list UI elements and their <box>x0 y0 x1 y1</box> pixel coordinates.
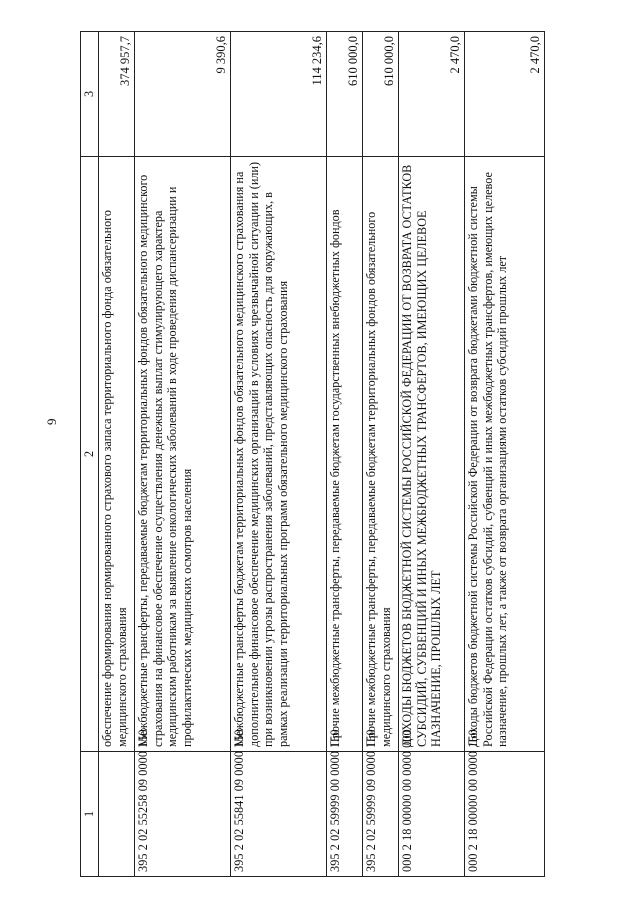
table-row <box>398 32 464 877</box>
row-code <box>98 752 134 877</box>
table-row <box>98 32 134 877</box>
row-amount: 2 470,0 <box>398 32 464 157</box>
row-amount: 9 390,6 <box>134 32 230 157</box>
table-header-row <box>81 32 99 877</box>
row-amount: 610 000,0 <box>362 32 398 157</box>
table-row <box>134 32 230 877</box>
column-header-code: 1 <box>81 752 99 877</box>
column-header-name: 2 <box>81 157 99 752</box>
table-row <box>326 32 362 877</box>
row-name: Межбюджетные трансферты бюджетам территориальных фондов обязательного медицинского страхования на дополнительное финансовое обеспечение медицинских организаций в условиях чрезвычайной ситуации и (или) при возникновении угрозы распространения заболеваний, представляющих опасность для окружающих, в рамках реализации территориальных программ обязательного медицинского страхования <box>230 157 326 752</box>
row-code: 395 2 02 55841 09 0000 150 <box>230 752 326 877</box>
revenue-table <box>80 31 545 877</box>
row-name: Прочие межбюджетные трансферты, передаваемые бюджетам государственных внебюджетных фондов <box>326 157 362 752</box>
page-number: 9 <box>44 418 59 425</box>
column-header-amount: 3 <box>81 32 99 157</box>
row-name: ДОХОДЫ БЮДЖЕТОВ БЮДЖЕТНОЙ СИСТЕМЫ РОССИЙСКОЙ ФЕДЕРАЦИИ ОТ ВОЗВРАТА ОСТАТКОВ СУБСИДИЙ, СУБВЕНЦИЙ И ИНЫХ МЕЖБЮДЖЕТНЫХ ТРАНСФЕРТОВ, ИМЕЮЩИХ ЦЕЛЕВОЕ НАЗНАЧЕНИЕ, ПРОШЛЫХ ЛЕТ <box>398 157 464 752</box>
row-name: Прочие межбюджетные трансферты, передаваемые бюджетам территориальных фондов обязательного медицинского страхования <box>362 157 398 752</box>
table-row <box>464 32 544 877</box>
row-name: обеспечение формирования нормированного страхового запаса территориального фонда обязательного медицинского страхования <box>98 157 134 752</box>
row-code: 395 2 02 59999 09 0000 150 <box>362 752 398 877</box>
row-code: 000 2 18 00000 00 0000 000 <box>398 752 464 877</box>
row-amount: 374 957,7 <box>98 32 134 157</box>
row-code: 000 2 18 00000 00 0000 150 <box>464 752 544 877</box>
row-code: 395 2 02 55258 09 0000 150 <box>134 752 230 877</box>
table-row <box>362 32 398 877</box>
row-name: Доходы бюджетов бюджетной системы Российской Федерации от возврата бюджетами бюджетной системы Российской Федерации остатков субсидий, субвенций и иных межбюджетных трансфертов, имеющих целевое назначение, прошлых лет, а также от возврата организациями остатков субсидий прошлых лет <box>464 157 544 752</box>
row-amount: 2 470,0 <box>464 32 544 157</box>
row-amount: 114 234,6 <box>230 32 326 157</box>
row-code: 395 2 02 59999 00 0000 150 <box>326 752 362 877</box>
table-row <box>230 32 326 877</box>
row-name: Межбюджетные трансферты, передаваемые бюджетам территориальных фондов обязательного медицинского страхования на финансовое обеспечение осуществления денежных выплат стимулирующего характера медицинским работникам за выявление онкологических заболеваний в ходе проведения диспансеризации и профилактических медицинских осмотров населения <box>134 157 230 752</box>
rotated-page <box>80 32 560 877</box>
row-amount: 610 000,0 <box>326 32 362 157</box>
